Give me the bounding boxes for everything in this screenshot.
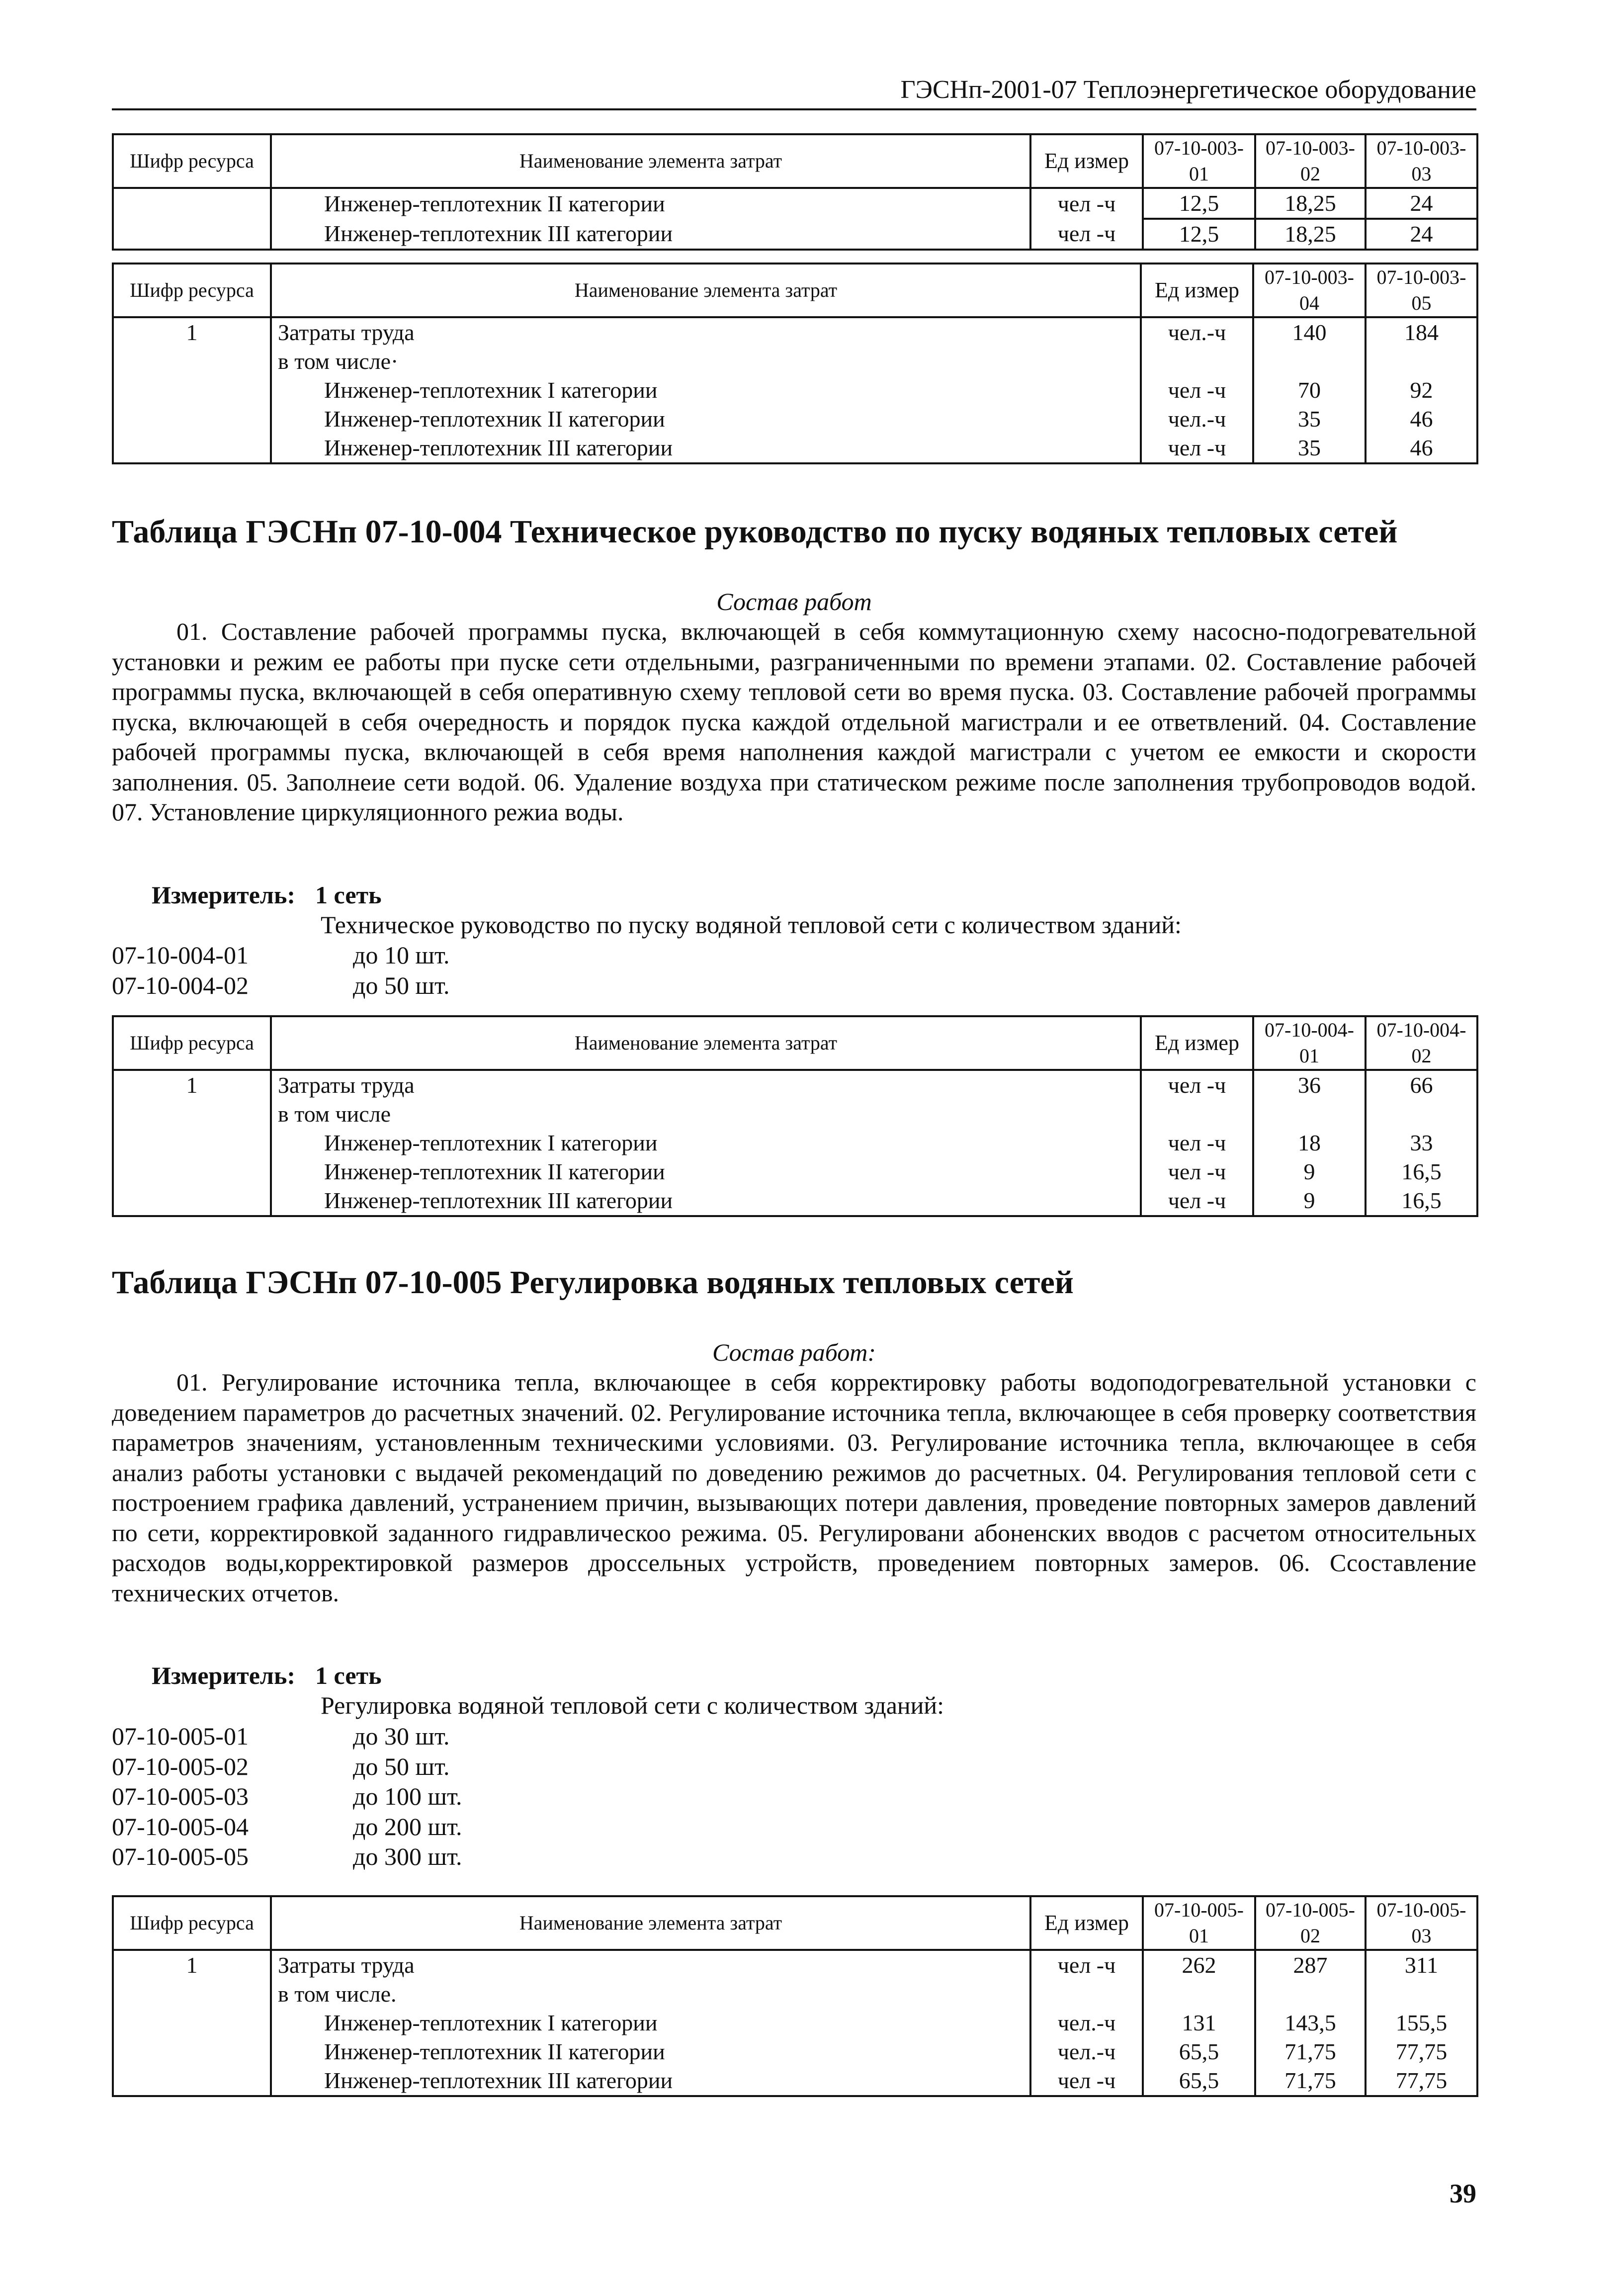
section-title-004: Таблица ГЭСНп 07-10-004 Техническое руководство по пуску водяных тепловых сетей — [112, 514, 1398, 550]
cost-element-name: в том числе. — [271, 1980, 1030, 2009]
table-row — [113, 219, 1477, 250]
norm-code: 07-10-005-04 — [112, 1812, 249, 1841]
value-cell: 71,75 — [1255, 2066, 1366, 2096]
value-cell — [1143, 1980, 1255, 2009]
cost-table-003-part1 — [112, 133, 1478, 251]
col-header-name: Наименование элемента затрат — [271, 1016, 1141, 1070]
unit-cell — [1141, 1100, 1253, 1129]
col-header-unit: Ед измер — [1030, 134, 1143, 188]
measure-value: 1 сеть — [315, 881, 382, 909]
measure-label: Измеритель: — [152, 1662, 296, 1689]
value-cell: 16,5 — [1366, 1186, 1477, 1216]
unit-cell: чел -ч — [1030, 1950, 1143, 1980]
norm-code: 07-10-004-01 — [112, 941, 249, 969]
norm-intro: Техническое руководство по пуску водяной тепловой сети с количеством зданий: — [321, 911, 1182, 939]
col-header-unit: Ед измер — [1141, 263, 1253, 317]
resource-code: 1 — [113, 1070, 271, 1100]
cost-element-name: Инженер-теплотехник I категории — [271, 376, 1141, 405]
cost-element-name: Инженер-теплотехник II категории — [271, 2037, 1030, 2066]
cost-element-name: Инженер-теплотехник I категории — [271, 2009, 1030, 2037]
cost-table-004 — [112, 1015, 1478, 1217]
list-item — [112, 940, 450, 970]
col-header-norm: 07-10-004-01 — [1253, 1016, 1366, 1070]
norm-code-list — [112, 1721, 462, 1872]
cost-element-name: Инженер-теплотехник III категории — [271, 434, 1141, 463]
value-cell: 143,5 — [1255, 2009, 1366, 2037]
unit-cell: чел -ч — [1030, 188, 1143, 219]
resource-code — [113, 1186, 271, 1216]
value-cell: 71,75 — [1255, 2037, 1366, 2066]
value-cell: 12,5 — [1143, 188, 1255, 219]
col-header-norm: 07-10-003-02 — [1255, 134, 1366, 188]
col-header-name: Наименование элемента затрат — [271, 134, 1030, 188]
value-cell: 262 — [1143, 1950, 1255, 1980]
norm-code: 07-10-005-01 — [112, 1722, 249, 1750]
table-row — [113, 1100, 1477, 1129]
value-cell: 77,75 — [1366, 2066, 1477, 2096]
value-cell: 65,5 — [1143, 2066, 1255, 2096]
header-rule — [112, 108, 1476, 110]
list-item — [112, 970, 450, 1001]
col-header-code: Шифр ресурса — [113, 1016, 271, 1070]
table-header-row — [113, 134, 1477, 188]
col-header-norm: 07-10-003-01 — [1143, 134, 1255, 188]
value-cell: 35 — [1253, 405, 1366, 434]
value-cell: 18,25 — [1255, 219, 1366, 250]
value-cell: 24 — [1366, 188, 1477, 219]
table-header-row — [113, 1016, 1477, 1070]
cost-element-name: Инженер-теплотехник I категории — [271, 1129, 1141, 1157]
value-cell: 155,5 — [1366, 2009, 1477, 2037]
value-cell: 131 — [1143, 2009, 1255, 2037]
unit-cell — [1141, 347, 1253, 376]
measure-line — [152, 880, 382, 910]
value-cell: 16,5 — [1366, 1157, 1477, 1186]
resource-code — [113, 1157, 271, 1186]
section-title-005: Таблица ГЭСНп 07-10-005 Регулировка водяных тепловых сетей — [112, 1264, 1074, 1301]
value-cell: 65,5 — [1143, 2037, 1255, 2066]
value-cell: 287 — [1255, 1950, 1366, 1980]
value-cell: 9 — [1253, 1186, 1366, 1216]
unit-cell: чел.-ч — [1030, 2037, 1143, 2066]
col-header-norm: 07-10-005-03 — [1366, 1896, 1477, 1950]
resource-code — [113, 1100, 271, 1129]
value-cell — [1253, 1100, 1366, 1129]
resource-code — [113, 1980, 271, 2009]
norm-description: до 100 шт. — [353, 1782, 462, 1810]
table-row — [113, 1186, 1477, 1216]
cost-element-name: Инженер-теплотехник II категории — [271, 1157, 1141, 1186]
table-row — [113, 2037, 1477, 2066]
table-row — [113, 317, 1477, 347]
table-row — [113, 1157, 1477, 1186]
resource-code — [113, 188, 271, 219]
col-header-norm: 07-10-003-04 — [1253, 263, 1366, 317]
resource-code: 1 — [113, 1950, 271, 1980]
unit-cell: чел.-ч — [1030, 2009, 1143, 2037]
table-row — [113, 434, 1477, 463]
resource-code — [113, 219, 271, 250]
value-cell — [1366, 347, 1477, 376]
col-header-norm: 07-10-003-05 — [1366, 263, 1477, 317]
table-row — [113, 2066, 1477, 2096]
table-header-row — [113, 263, 1477, 317]
col-header-code: Шифр ресурса — [113, 1896, 271, 1950]
value-cell: 9 — [1253, 1157, 1366, 1186]
norm-code-list — [112, 940, 450, 1000]
col-header-name: Наименование элемента затрат — [271, 263, 1141, 317]
table-row — [113, 1070, 1477, 1100]
value-cell — [1253, 347, 1366, 376]
col-header-norm: 07-10-005-01 — [1143, 1896, 1255, 1950]
cost-element-name: Инженер-теплотехник II категории — [271, 188, 1030, 219]
measure-line — [152, 1661, 382, 1690]
value-cell: 77,75 — [1366, 2037, 1477, 2066]
col-header-unit: Ед измер — [1030, 1896, 1143, 1950]
col-header-unit: Ед измер — [1141, 1016, 1253, 1070]
cost-table-005 — [112, 1895, 1478, 2097]
norm-code: 07-10-005-05 — [112, 1842, 249, 1870]
value-cell: 18 — [1253, 1129, 1366, 1157]
unit-cell: чел -ч — [1030, 219, 1143, 250]
list-item — [112, 1842, 462, 1872]
norm-intro: Регулировка водяной тепловой сети с количеством зданий: — [321, 1691, 944, 1719]
cost-table-003-part2 — [112, 263, 1478, 464]
col-header-name: Наименование элемента затрат — [271, 1896, 1030, 1950]
cost-element-name: Затраты труда — [271, 1950, 1030, 1980]
cost-element-name: Затраты труда — [271, 317, 1141, 347]
value-cell — [1366, 1980, 1477, 2009]
value-cell: 184 — [1366, 317, 1477, 347]
resource-code — [113, 1129, 271, 1157]
value-cell: 24 — [1366, 219, 1477, 250]
value-cell: 35 — [1253, 434, 1366, 463]
norm-code: 07-10-005-03 — [112, 1782, 249, 1810]
measure-label: Измеритель: — [152, 881, 296, 909]
norm-description: до 30 шт. — [353, 1722, 450, 1750]
list-item — [112, 1781, 462, 1812]
list-item — [112, 1721, 462, 1752]
resource-code — [113, 347, 271, 376]
value-cell: 18,25 — [1255, 188, 1366, 219]
col-header-code: Шифр ресурса — [113, 263, 271, 317]
unit-cell: чел.-ч — [1141, 317, 1253, 347]
value-cell: 140 — [1253, 317, 1366, 347]
norm-description: до 200 шт. — [353, 1812, 462, 1841]
running-header: ГЭСНп-2001-07 Теплоэнергетическое оборудование — [900, 76, 1476, 104]
measure-value: 1 сеть — [315, 1662, 382, 1689]
value-cell: 12,5 — [1143, 219, 1255, 250]
unit-cell: чел -ч — [1141, 434, 1253, 463]
unit-cell: чел.-ч — [1141, 405, 1253, 434]
list-item — [112, 1752, 462, 1782]
table-row — [113, 1980, 1477, 2009]
value-cell: 311 — [1366, 1950, 1477, 1980]
unit-cell: чел -ч — [1141, 1186, 1253, 1216]
norm-code: 07-10-005-02 — [112, 1752, 249, 1780]
table-header-row — [113, 1896, 1477, 1950]
resource-code — [113, 2066, 271, 2096]
norm-description: до 10 шт. — [353, 941, 450, 969]
col-header-norm: 07-10-005-02 — [1255, 1896, 1366, 1950]
value-cell: 46 — [1366, 434, 1477, 463]
unit-cell — [1030, 1980, 1143, 2009]
resource-code — [113, 405, 271, 434]
norm-description: до 300 шт. — [353, 1842, 462, 1870]
value-cell — [1255, 1980, 1366, 2009]
table-row — [113, 405, 1477, 434]
cost-element-name: Инженер-теплотехник III категории — [271, 2066, 1030, 2096]
resource-code — [113, 376, 271, 405]
cost-element-name: в том числе — [271, 1100, 1141, 1129]
table-row — [113, 1950, 1477, 1980]
resource-code — [113, 2037, 271, 2066]
table-row — [113, 1129, 1477, 1157]
col-header-code: Шифр ресурса — [113, 134, 271, 188]
norm-description: до 50 шт. — [353, 1752, 450, 1780]
resource-code — [113, 434, 271, 463]
value-cell: 46 — [1366, 405, 1477, 434]
table-row — [113, 2009, 1477, 2037]
value-cell — [1366, 1100, 1477, 1129]
norm-description: до 50 шт. — [353, 971, 450, 999]
resource-code — [113, 2009, 271, 2037]
list-item — [112, 1812, 462, 1842]
page-number: 39 — [1450, 2179, 1476, 2208]
col-header-norm: 07-10-004-02 — [1366, 1016, 1477, 1070]
value-cell: 92 — [1366, 376, 1477, 405]
table-row — [113, 347, 1477, 376]
norm-code: 07-10-004-02 — [112, 971, 249, 999]
value-cell: 36 — [1253, 1070, 1366, 1100]
work-composition-text: 01. Составление рабочей программы пуска, включающей в себя коммутационную схему насосно-подогревательной установки и режим ее работы при пуске сети отдельными, разграниченными по времени этапами. 02. Составление рабочей программы пуска, включающей в себя оперативную схему тепловой сети во время пуска. 03. Составление рабочей программы пуска, включающей в себя очередность и порядок пуска каждой отдельной магистрали и ее ответвлений. 04. Составление рабочей программы пуска, включающей в себя время наполнения каждой магистрали с учетом ее емкости и скорости заполнения. 05. Заполнеие сети водой. 06. Удаление воздуха при статическом режиме после заполнения трубопроводов водой. 07. Установление циркуляционного режиа воды. — [112, 617, 1476, 826]
work-composition-text: 01. Регулирование источника тепла, включающее в себя корректировку работы водоподогревательной установки с доведением параметров до расчетных значений. 02. Регулирование источника тепла, включающее в себя проверку соответствия параметров значениям, установленным техническими условиями. 03. Регулирование источника тепла, включающее в себя анализ работы установки с выдачей рекомендаций по доведению режимов до расчетных. 04. Регулирования тепловой сети с построением графика давлений, устранением причин, вызывающих потери давления, проведение повторных замеров давлений по сети, корректировкой заданного гидравлическоо режима. 05. Регулировани абоненских вводов с расчетом относительных расходов воды,корректировкой размеров дроссельных устройств, проведением повторных замеров. 06. Ссоставление технических отчетов. — [112, 1368, 1476, 1607]
cost-element-name: Инженер-теплотехник III категории — [271, 1186, 1141, 1216]
cost-element-name: Инженер-теплотехник III категории — [271, 219, 1030, 250]
work-composition-heading: Состав работ: — [712, 1338, 876, 1366]
cost-element-name: Инженер-теплотехник II категории — [271, 405, 1141, 434]
table-row — [113, 188, 1477, 219]
unit-cell: чел -ч — [1141, 376, 1253, 405]
col-header-norm: 07-10-003-03 — [1366, 134, 1477, 188]
resource-code: 1 — [113, 317, 271, 347]
cost-element-name: Затраты труда — [271, 1070, 1141, 1100]
work-composition-heading: Состав работ — [716, 588, 872, 615]
value-cell: 33 — [1366, 1129, 1477, 1157]
unit-cell: чел -ч — [1141, 1157, 1253, 1186]
table-row — [113, 376, 1477, 405]
value-cell: 70 — [1253, 376, 1366, 405]
unit-cell: чел -ч — [1030, 2066, 1143, 2096]
value-cell: 66 — [1366, 1070, 1477, 1100]
cost-element-name: в том числе· — [271, 347, 1141, 376]
unit-cell: чел -ч — [1141, 1070, 1253, 1100]
unit-cell: чел -ч — [1141, 1129, 1253, 1157]
